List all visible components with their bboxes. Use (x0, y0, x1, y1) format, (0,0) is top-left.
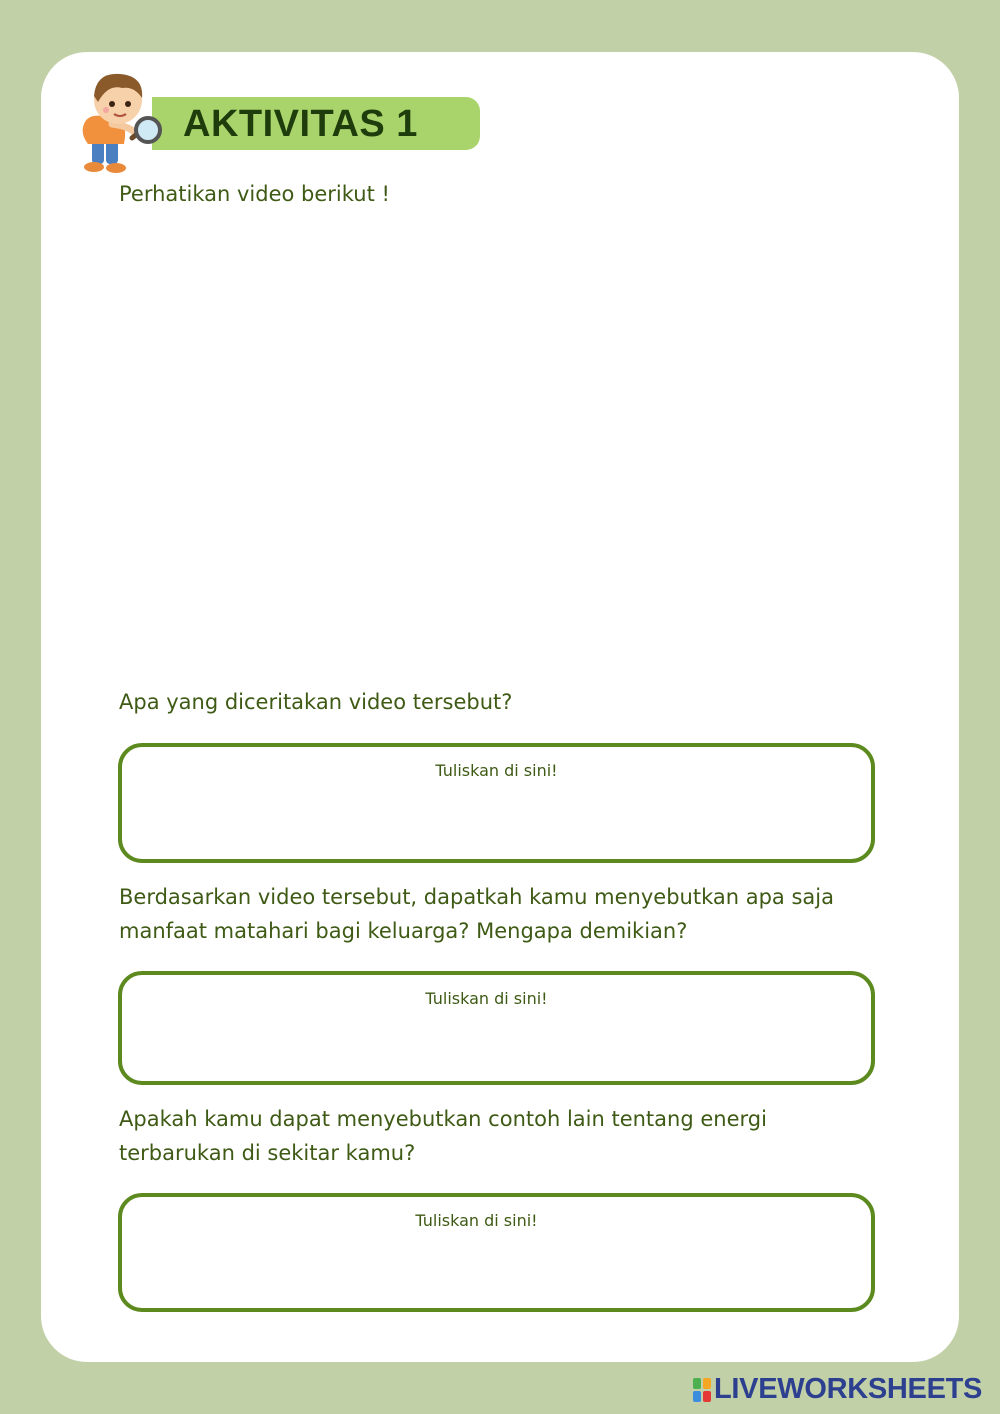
logo-text: LIVEWORKSHEETS (714, 1373, 983, 1405)
answer-placeholder-3: Tuliskan di sini! (415, 1211, 538, 1230)
answer-box-2[interactable] (118, 971, 875, 1085)
answer-box-3[interactable] (118, 1193, 875, 1312)
answer-placeholder-2: Tuliskan di sini! (425, 989, 548, 1008)
logo-blocks-icon (693, 1378, 711, 1402)
question-3: Apakah kamu dapat menyebutkan contoh lain tentang energi terbarukan di sekitar kamu? (119, 1107, 767, 1165)
kid-with-magnifier-icon (72, 68, 168, 178)
answer-placeholder-1: Tuliskan di sini! (435, 761, 558, 780)
answer-box-1[interactable] (118, 743, 875, 863)
question-1: Apa yang diceritakan video tersebut? (119, 690, 513, 714)
video-placeholder[interactable] (119, 225, 879, 665)
question-2: Berdasarkan video tersebut, dapatkah kamu menyebutkan apa saja manfaat matahari bagi keluarga? Mengapa demikian? (119, 885, 834, 943)
intro-instruction: Perhatikan video berikut ! (119, 182, 390, 206)
page-title: AKTIVITAS 1 (183, 103, 418, 145)
liveworksheets-logo[interactable] (693, 1373, 982, 1406)
